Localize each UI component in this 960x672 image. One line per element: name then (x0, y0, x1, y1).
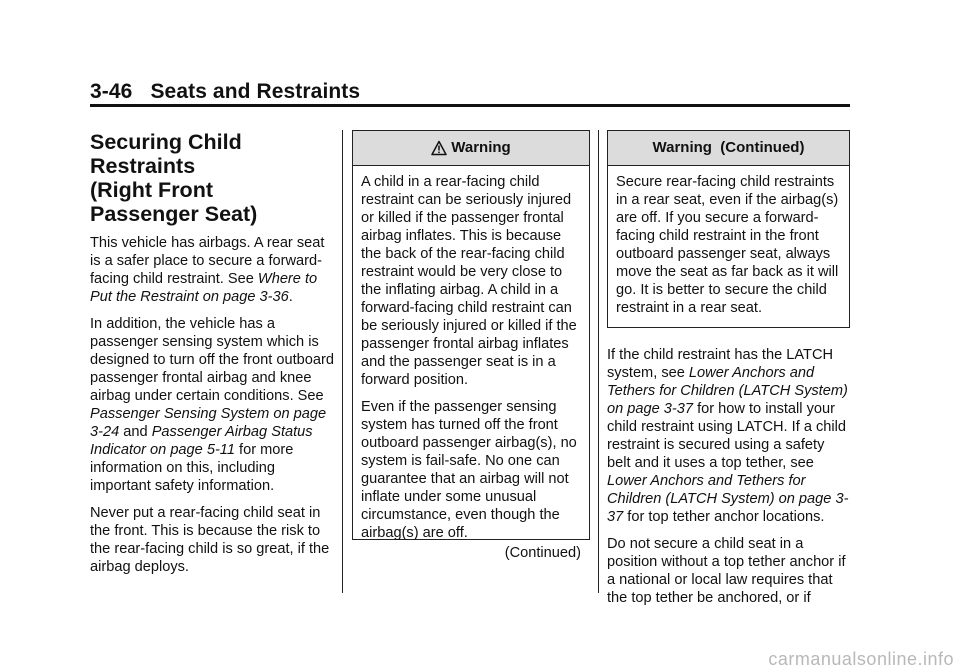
warning-title: Warning (451, 139, 511, 156)
warning-triangle-icon (431, 140, 447, 156)
column-divider (598, 130, 599, 593)
column-1 (90, 130, 338, 585)
cross-reference[interactable]: Lower Anchors and Tethers for Children (LATCH System) on page 3-37 (607, 473, 849, 525)
cross-reference[interactable]: Lower Anchors and Tethers for Children (LATCH System) on page 3-37 (607, 365, 848, 417)
paragraph: If the child restraint has the LATCH system, see Lower Anchors and Tethers for Children (LATCH System) on page 3-37 for how to install your child restraint using LATCH. If a child restraint is secured using a safety belt and it uses a top tether, see Lower Anchors and Tethers for Children (LATCH System) on page 3-37 for top tether anchor locations. (607, 347, 849, 525)
column-3 (607, 346, 850, 616)
warning-title: Warning (Continued) (652, 139, 805, 156)
paragraph: In addition, the vehicle has a passenger sensing system which is designed to turn off the front outboard passenger frontal airbag and knee airbag under certain conditions. See Passenger Sensing System on page 3-24 and Passenger Airbag Status Indicator on page 5-11 for more information on this, including important safety information. (90, 316, 334, 494)
cross-reference[interactable]: Passenger Airbag Status Indicator on page 5-11 (90, 424, 313, 458)
paragraph: This vehicle has airbags. A rear seat is a safer place to secure a forward-facing child restraint. See Where to Put the Restraint on page 3-36. (90, 235, 325, 305)
column-divider (342, 130, 343, 593)
warning-header (353, 131, 589, 166)
warning-continued-box (607, 130, 850, 328)
continued-label: (Continued) (504, 545, 581, 561)
paragraph: Do not secure a child seat in a position without a top tether anchor if a national or local law requires that the top tether be anchored, or if (607, 536, 846, 606)
warning-body (353, 166, 589, 577)
paragraph: Secure rear-facing child restraints in a rear seat, even if the airbag(s) are off. If you secure a forward-facing child restraint in the front outboard passenger seat, always move the seat as far back as it will go. It is better to secure the child restraint in a rear seat. (616, 174, 839, 316)
header-rule (90, 104, 850, 107)
section-heading: Securing Child Restraints (Right Front Passenger Seat) (90, 130, 258, 226)
page-number: 3-46 (90, 80, 133, 103)
warning-body (608, 166, 849, 332)
page-header (90, 80, 360, 104)
warning-box (352, 130, 590, 561)
cross-reference[interactable]: Where to Put the Restraint on page 3-36 (90, 271, 318, 305)
paragraph: A child in a rear-facing child restraint can be seriously injured or killed if the passenger frontal airbag inflates. This is because the back of the rear-facing child restraint would be very close to the inflating airbag. A child in a forward-facing child restraint can be seriously injured or killed if the passenger frontal airbag inflates and the passenger seat is in a forward position. (361, 174, 577, 388)
cross-reference[interactable]: Passenger Sensing System on page 3-24 (90, 406, 327, 440)
paragraph: Never put a rear-facing child seat in the front. This is because the risk to the rear-facing child is so great, if the airbag deploys. (90, 505, 330, 575)
section-title: Seats and Restraints (150, 80, 361, 103)
watermark: carmanualsonline.info (768, 649, 954, 669)
warning-header (608, 131, 849, 166)
paragraph: Even if the passenger sensing system has turned off the front outboard passenger airbag(s), no system is fail-safe. No one can guarantee that an airbag will not inflate under some unusual circumstance, even though the airbag(s) are off. (361, 399, 577, 541)
